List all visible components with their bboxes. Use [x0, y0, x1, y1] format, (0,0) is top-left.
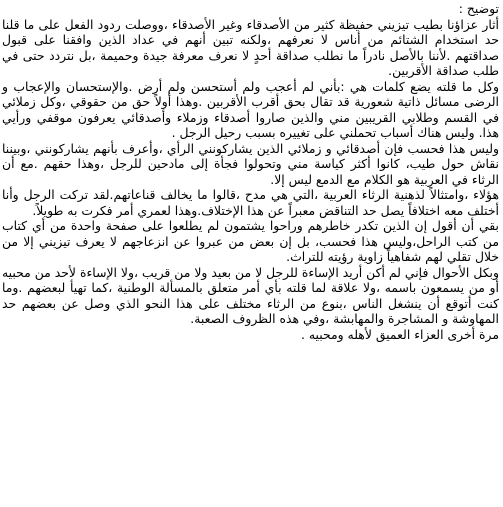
paragraph-3: وليس هذا فحسب فإن أصدقائي و زملائي الذين يشاركونني الرأي ،وأعرف بأنهم يشاركونني ،وبيننا نقاش حول طيب، كانوا أكثر كياسة مني وتحولوا فجأة إلى مادحين للرجل ،وهذا حقهم .مع أن الرثاء في العربية هو الكلام مع الدمع ليس إلا. [2, 140, 499, 187]
paragraph-2: وكل ما قلته يضع كلمات هي :بأني لم أعجب ولم أستحسن ولم أرض .والإستحسان والإعجاب و الرضى مسائل ذاتية شعورية قد تقال بحق أقرب الأقربين .وهذا أولاً حق من حقوقي ،وكل زملائي في القسم وطلابي القريبين مني والذين صاروا أصدقاء وزملاء وأصدقائي يعرفون موقفي ورأيي هذا. وليس هناك أسباب تحملني على تغييره بسبب رحيل الرجل . [2, 78, 499, 140]
document-body [2, 1, 499, 342]
document-heading: توضيح : [458, 1, 499, 16]
paragraph-6: وبكل الأحوال فإني لم أكن أريد الإساءة للرجل لا من بعيد ولا من قريب ،ولا الإساءة لأحد من محبيه أو من يسمعون باسمه ،ولا علاقة لما قلته بأي أمر متعلق بالمسألة الوطنية ،كما تهيأ لبعضهم .وما كنت أتوقع أن ينشغل الناس ،بنوع من الرثاء مختلف على هذا النحو الذي وصل عن بعضهم حد المهاوشة و المشاجرة والمهابشة ،وفي هذه الظروف الصعبة. [2, 264, 499, 326]
paragraph-1: أثار عزاؤنا بطيب تيزيني حفيظة كثير من الأصدقاء وغير الأصدقاء ،ووصلت ردود الفعل على ما قلنا حد استخدام الشتائم من أناس لا نعرفهم ،ولكنه تبين أنهم في عداد الذين وافقنا على قبول صداقتهم .لأننا بالأصل نادراً ما نطلب صداقة أحدٍ لا نعرف معرفة جيدة وحميمة ،بل نتردد حتى في طلب صداقة الأقربين. [2, 16, 499, 78]
paragraph-7: مرة أخرى العزاء العميق لأهله ومحبيه . [301, 326, 499, 342]
paragraph-4: هؤلاء ،وامتثالاً لذهنية الرثاء العربية ،التي هي مدح ،قالوا ما يخالف قناعاتهم.لقد تركت الرجل وأنا أختلف معه اختلافاً يصل حد التناقض معبراً عن هذا الإختلاف.وهذا لعمري أمر فكرت به طويلاً. [2, 187, 499, 218]
paragraph-5: بقي أن أقول إن الذين تكدر خاطرهم وراحوا يشتمون لم يطلعوا على صفحة واحدة من أي كتاب من كتب الراحل،وليس هذا فحسب، بل إن بعض من عبروا عن انزعاجهم لا يعرف تيزيني إلا من خلال تقلي لهم شفاهياً زاوية رؤيته للتراث. [2, 218, 499, 264]
